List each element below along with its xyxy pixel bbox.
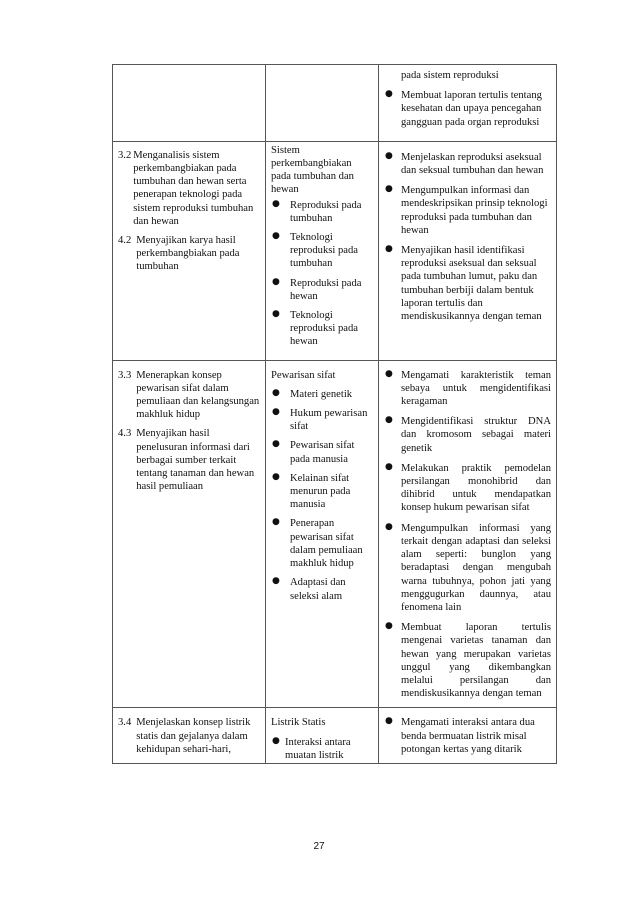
kegiatan-cell [379, 65, 557, 142]
kd-cell [113, 708, 266, 764]
bullet-icon: ● [385, 521, 393, 532]
table-row [113, 65, 557, 142]
bullet-icon: ● [385, 461, 393, 472]
list-item: ● Membuat laporan tertulis mengenai varietas tanaman dan hewan yang merupakan varietas unggul yang dikembangkan melalui persilangan dan mendiskusikannya dengan teman [385, 621, 551, 700]
list-item: ● Reproduksi pada hewan [272, 276, 362, 302]
kd-item: 3.2 Menganalisis sistem perkembangbiakan pada tumbuhan dan hewan serta penerapan teknologi pada sistem reproduksi tumbuhan dan hewan [118, 149, 254, 227]
kegiatan-cell [379, 708, 557, 764]
list-item: ● Melakukan praktik pemodelan persilangan monohibrid dan dihibrid untuk mendapatkan konsep hukum pewarisan sifat [385, 461, 551, 514]
kd-cell [113, 65, 266, 142]
list-item: ● Mengidentifikasi struktur DNA dan kromosom sebagai materi genetik [385, 415, 551, 454]
list-item: ● Mengumpulkan informasi yang terkait dengan adaptasi dan seleksi alam seperti: bunglon yang beradaptasi dengan mengubah warna tubuhnya, pohon jati yang menggugurkan daunnya, atau fenomena lain [385, 521, 551, 613]
bullet-icon: ● [385, 89, 393, 100]
kd-cell [113, 141, 266, 360]
bullet-icon: ● [272, 517, 280, 528]
kegiatan-list [384, 716, 551, 756]
materi-title: Listrik Statis [271, 717, 326, 729]
list-item: ● Pewarisan sifat pada manusia [272, 439, 355, 465]
bullet-icon: ● [385, 184, 393, 195]
list-item: ● Materi genetik [272, 387, 353, 400]
page-number: 27 [313, 841, 325, 852]
bullet-icon: ● [272, 471, 280, 482]
bullet-icon: ● [272, 735, 280, 746]
kegiatan-list [384, 151, 551, 323]
materi-title: Sistem perkembangbiakan pada tumbuhan dan hewan [271, 144, 354, 196]
list-item: ● Teknologi reproduksi pada hewan [272, 309, 358, 348]
list-item: ● Membuat laporan tertulis tentang kesehatan dan upaya pencegahan gangguan pada organ reproduksi [385, 89, 542, 128]
kd-item: 4.3 Menyajikan hasil penelusuran informasi dari berbagai sumber terkait tentang tanaman dan hewan hasil pemuliaan [118, 428, 255, 493]
list-item: ● Menyajikan hasil identifikasi reproduksi aseksual dan seksual pada tumbuhan lumut, paku dan tumbuhan berbiji dalam bentuk laporan tertulis dan mendiskusikannya dengan teman [385, 244, 542, 323]
list-item: ● Teknologi reproduksi pada tumbuhan [272, 231, 358, 270]
materi-cell [266, 141, 379, 360]
bullet-icon: ● [272, 576, 280, 587]
list-item: ● Kelainan sifat menurun pada manusia [272, 471, 351, 511]
list-item: ● Interaksi antara muatan listrik [272, 735, 351, 761]
bullet-icon: ● [272, 439, 280, 450]
materi-list [271, 388, 373, 603]
bullet-icon: ● [385, 716, 393, 727]
materi-cell [266, 65, 379, 142]
list-item: ● Mengamati interaksi antara dua benda bermuatan listrik misal potongan kertas yang ditarik [385, 716, 535, 755]
materi-cell [266, 708, 379, 764]
list-item: ● Adaptasi dan seleksi alam [272, 576, 346, 602]
list-item: ● Reproduksi pada tumbuhan [272, 198, 362, 224]
kd-item: 3.4 Menjelaskan konsep listrik statis dan gejalanya dalam kehidupan sehari-hari, [118, 717, 251, 755]
kd-item: 3.3 Menerapkan konsep pewarisan sifat dalam pemuliaan dan kelangsungan makhluk hidup [118, 369, 260, 421]
bullet-icon: ● [272, 387, 280, 398]
list-item: ● Menjelaskan reproduksi aseksual dan seksual tumbuhan dan hewan [385, 150, 544, 177]
kegiatan-cell [379, 141, 557, 360]
table-row [113, 360, 557, 708]
bullet-icon: ● [272, 276, 280, 287]
list-item: ● Penerapan pewarisan sifat dalam pemuliaan makhluk hidup [272, 517, 363, 570]
materi-list [271, 199, 373, 349]
bullet-icon: ● [385, 621, 393, 632]
bullet-icon: ● [385, 368, 393, 379]
bullet-icon: ● [272, 198, 280, 209]
bullet-icon: ● [272, 407, 280, 418]
kegiatan-list [384, 369, 551, 701]
bullet-icon: ● [385, 150, 393, 161]
table-row [113, 141, 557, 360]
materi-title: Pewarisan sifat [271, 369, 336, 381]
bullet-icon: ● [385, 415, 393, 426]
list-item: ● Mengumpulkan informasi dan mendeskripsikan prinsip teknologi reproduksi pada tumbuhan dan hewan [385, 184, 548, 236]
materi-cell [266, 360, 379, 708]
list-item: ● Mengamati karakteristik teman sebaya untuk mengidentifikasi keragaman [385, 368, 551, 408]
kegiatan-cell [379, 360, 557, 708]
continued-text: pada sistem reproduksi [401, 70, 499, 81]
table-row [113, 708, 557, 764]
bullet-icon: ● [385, 244, 393, 255]
kegiatan-list [384, 89, 551, 129]
kd-cell [113, 360, 266, 708]
materi-list [271, 736, 373, 762]
kd-item: 4.2 Menyajikan karya hasil perkembangbiakan pada tumbuhan [118, 235, 240, 273]
bullet-icon: ● [272, 309, 280, 320]
bullet-icon: ● [272, 231, 280, 242]
curriculum-table [112, 64, 557, 764]
list-item: ● Hukum pewarisan sifat [272, 407, 368, 433]
